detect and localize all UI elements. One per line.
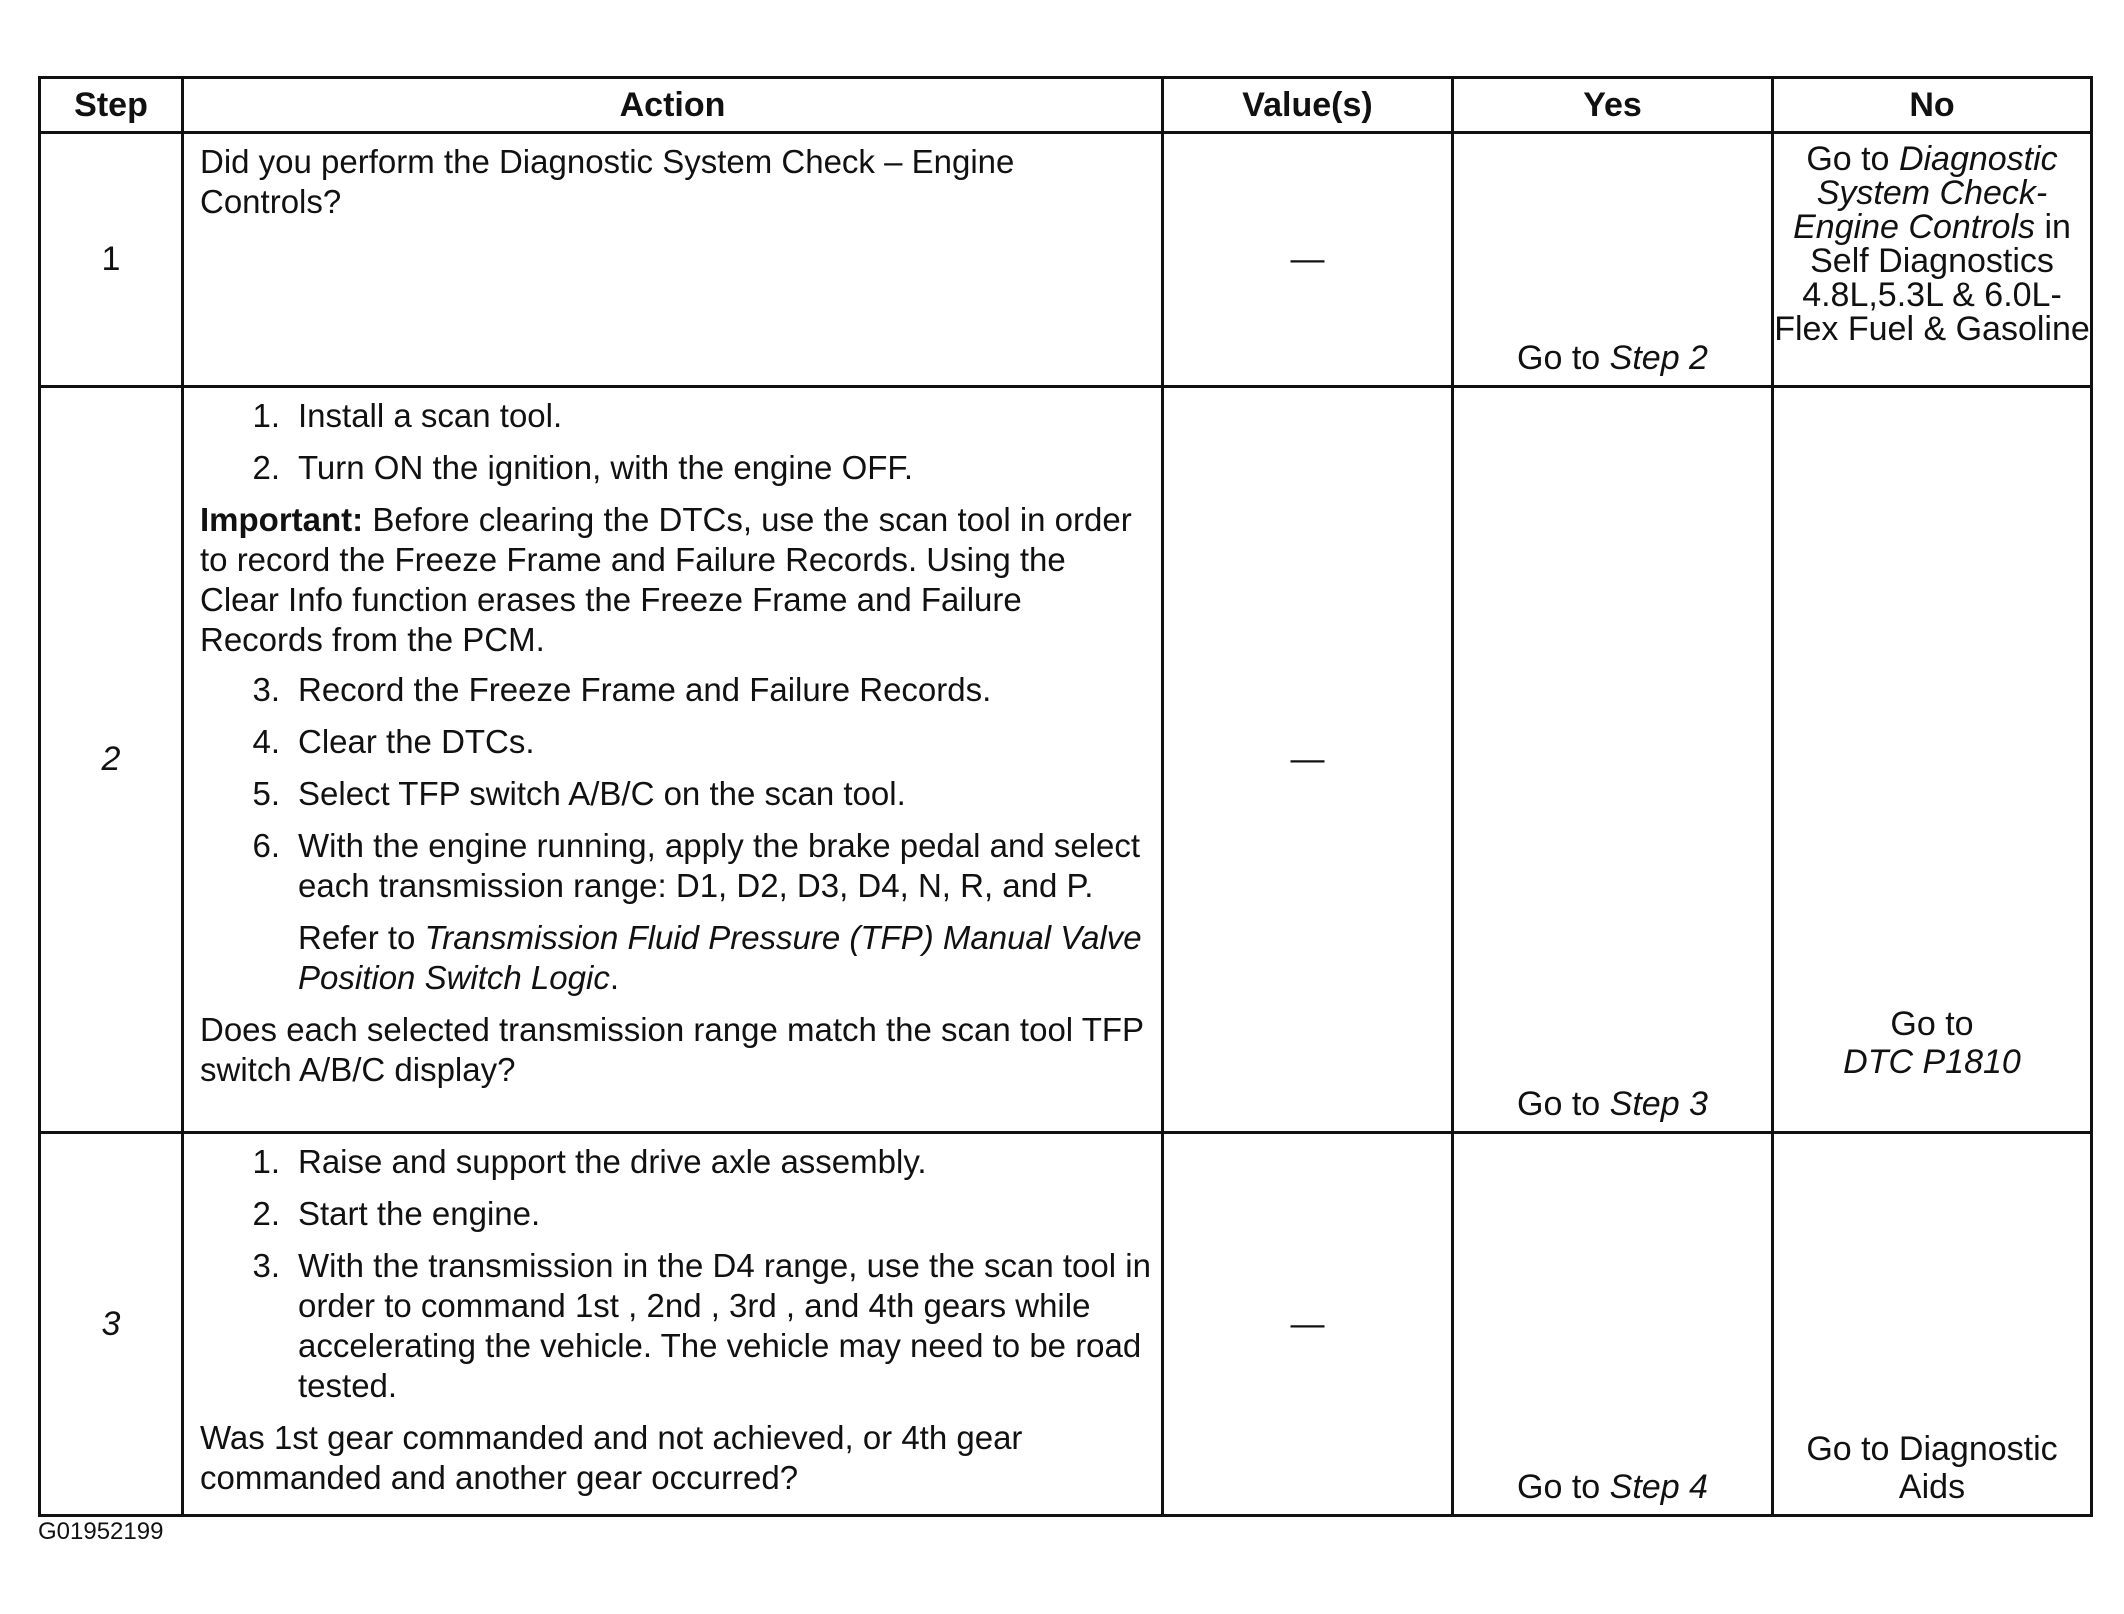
list-item: 1. Install a scan tool. xyxy=(252,397,563,434)
value-cell: — xyxy=(1163,387,1453,1133)
list-item: 1. Raise and support the drive axle assembly. xyxy=(252,1143,927,1180)
list-item: 5. Select TFP switch A/B/C on the scan tool. xyxy=(252,775,906,812)
yes-link-step-4[interactable]: Step 4 xyxy=(1609,1468,1708,1506)
action-cell xyxy=(183,387,1163,1133)
list-item: 2. Start the engine. xyxy=(252,1195,541,1232)
table-row-step-2 xyxy=(40,387,2092,1133)
action-question: Did you perform the Diagnostic System Check – Engine Controls? xyxy=(200,143,1015,220)
header-action: Action xyxy=(183,78,1163,133)
header-no: No xyxy=(1773,78,2092,133)
list-item: 3. With the transmission in the D4 range, use the scan tool in order to command 1st , 2nd , 3rd , and 4th gears while accelerating the vehicle. The vehicle may need to be road tested. xyxy=(252,1247,1151,1404)
no-cell xyxy=(1773,1133,2092,1516)
list-item: 4. Clear the DTCs. xyxy=(252,723,535,760)
no-prefix: Go to xyxy=(1806,140,1890,178)
action-steps-list xyxy=(200,396,1151,488)
diagnostic-table xyxy=(38,76,2093,1517)
step-number: 2 xyxy=(40,387,183,1133)
refer-link-tfp-logic[interactable]: Transmission Fluid Pressure (TFP) Manual Valve Position Switch Logic xyxy=(298,919,1142,996)
no-cell xyxy=(1773,133,2092,387)
action-question: Was 1st gear commanded and not achieved, or 4th gear commanded and another gear occurred? xyxy=(200,1419,1023,1496)
important-label: Important: xyxy=(200,501,364,538)
header-yes: Yes xyxy=(1453,78,1773,133)
value-cell: — xyxy=(1163,133,1453,387)
yes-link-step-3[interactable]: Step 3 xyxy=(1609,1085,1708,1123)
table-row-step-1 xyxy=(40,133,2092,387)
yes-cell xyxy=(1453,133,1773,387)
header-row xyxy=(40,78,2092,133)
table-row-step-3 xyxy=(40,1133,2092,1516)
no-cell xyxy=(1773,387,2092,1133)
step-number: 1 xyxy=(40,133,183,387)
no-link-diagnostic-system-check[interactable]: Diagnostic System Check-Engine Controls xyxy=(1793,140,2058,246)
header-step: Step xyxy=(40,78,183,133)
list-item: 3. Record the Freeze Frame and Failure Records. xyxy=(252,671,992,708)
yes-prefix: Go to xyxy=(1517,1468,1601,1506)
value-cell: — xyxy=(1163,1133,1453,1516)
header-values: Value(s) xyxy=(1163,78,1453,133)
no-suffix: in Self Diagnostics 4.8L,5.3L & 6.0L-Flex Fuel & Gasoline xyxy=(1774,208,2090,348)
yes-cell xyxy=(1453,1133,1773,1516)
list-item: 6. With the engine running, apply the brake pedal and select each transmission range: D1, D2, D3, D4, N, R, and P. xyxy=(252,827,1141,904)
yes-cell xyxy=(1453,387,1773,1133)
important-note xyxy=(200,500,1151,660)
no-link-diagnostic-aids[interactable]: Go to Diagnostic Aids xyxy=(1806,1430,2058,1506)
important-text: Before clearing the DTCs, use the scan tool in order to record the Freeze Frame and Failure Records. Using the Clear Info function erases the Freeze Frame and Failure Records from the PCM. xyxy=(200,501,1132,658)
figure-id: G01952199 xyxy=(38,1518,164,1545)
yes-prefix: Go to xyxy=(1517,1085,1601,1123)
action-cell xyxy=(183,133,1163,387)
action-steps-list xyxy=(200,1142,1151,1406)
yes-prefix: Go to xyxy=(1517,339,1601,377)
action-cell xyxy=(183,1133,1163,1516)
step-number: 3 xyxy=(40,1133,183,1516)
yes-link-step-2[interactable]: Step 2 xyxy=(1609,339,1708,377)
action-steps-list xyxy=(200,670,1151,906)
no-link-dtc-p1810[interactable]: DTC P1810 xyxy=(1843,1043,2021,1081)
no-prefix: Go to xyxy=(1890,1005,1974,1043)
action-question: Does each selected transmission range match the scan tool TFP switch A/B/C display? xyxy=(200,1011,1144,1088)
list-item: 2. Turn ON the ignition, with the engine OFF. xyxy=(252,449,914,486)
refer-note: Refer to Transmission Fluid Pressure (TFP) Manual Valve Position Switch Logic. xyxy=(298,919,1142,996)
